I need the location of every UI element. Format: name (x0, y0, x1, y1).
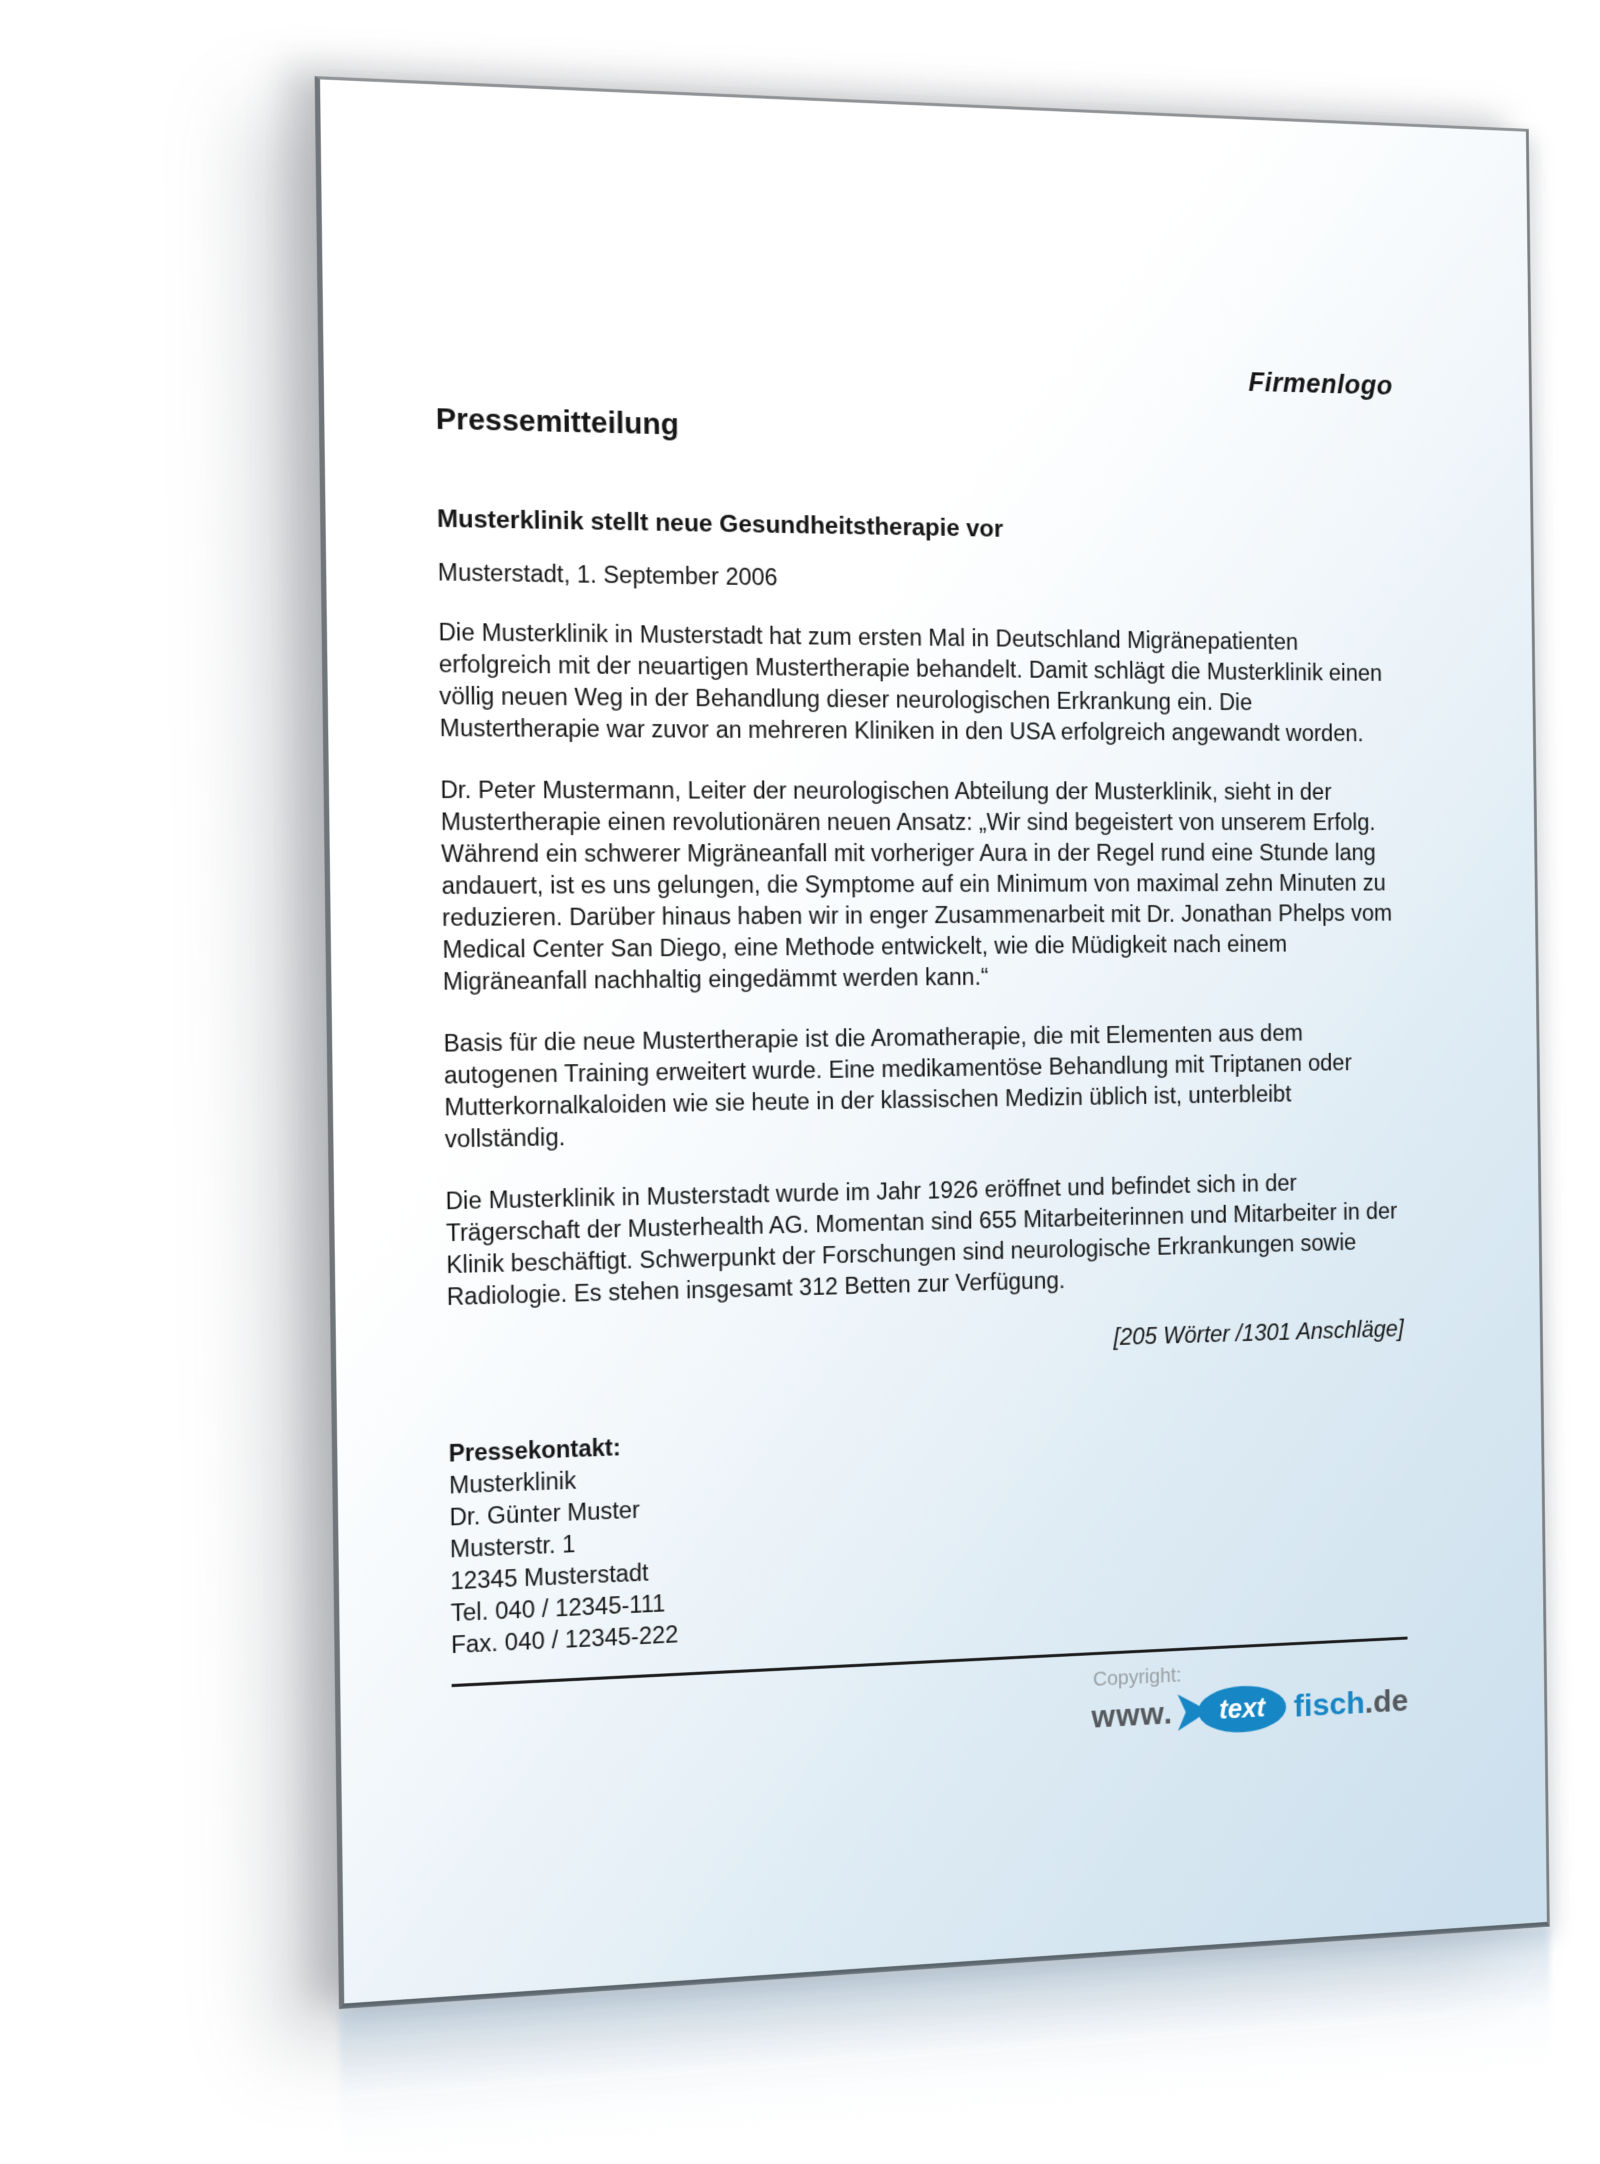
body-paragraph: Basis für die neue Mustertherapie ist die Aromatherapie, die mit Elementen aus dem autogenen Training erweitert wurde. Eine medikamentöse Behandlung mit Triptanen oder Mutterkornalkaloiden wie sie heute in der klassischen Medizin üblich ist, unterbleibt vollständig. (443, 1019, 1352, 1153)
body-paragraph: Dr. Peter Mustermann, Leiter der neurologischen Abteilung der Musterklinik, sieht in der Mustertherapie einen revolutionären neuen Ansatz: „Wir sind begeistert von unserem Erfolg. Während ein schwerer Migräneanfall mit vorheriger Aura in der Regel rund eine Stunde lang andauert, ist es uns gelungen, die Symptome auf ein Minimum von maximal zehn Minuten zu reduzieren. Darüber hinaus haben wir in enger Zusammenarbeit mit Dr. Jonathan Phelps vom Medical Center San Diego, eine Methode entwickelt, wie die Müdigkeit nach einem Migräneanfall nachhaltig eingedämmt werden kann.“ (440, 776, 1393, 995)
word-count-note: [205 Wörter /1301 Anschläge] (1113, 1315, 1404, 1351)
footer-inner (1091, 1653, 1409, 1740)
footer (452, 1653, 1409, 1776)
doc-type-title: Pressemitteilung (435, 403, 680, 442)
contact-line: Musterstr. 1 (449, 1530, 576, 1563)
de-text: .de (1364, 1682, 1409, 1720)
contact-line: Tel. 040 / 12345-111 (450, 1590, 666, 1627)
copyright-label: Copyright: (1092, 1664, 1182, 1691)
company-logo-placeholder: Firmenlogo (1248, 367, 1393, 401)
page-sheet (315, 76, 1550, 2009)
www-text: www. (1091, 1695, 1174, 1735)
body-paragraph: Die Musterklinik in Musterstadt wurde im Jahr 1926 eröffnet und befindet sich in der Trägerschaft der Musterhealth AG. Momentan sind 655 Mitarbeiterinnen und Mitarbeiter in der Klinik beschäftigt. Schwerpunkt der Forschungen sind neurologische Erkrankungen sowie Radiologie. Es stehen insgesamt 312 Betten zur Verfügung. (445, 1169, 1398, 1311)
fish-icon (1198, 1684, 1287, 1735)
contact-line: Fax. 040 / 12345-222 (450, 1620, 679, 1659)
press-contact-block (449, 1404, 1408, 1661)
press-contact-label: Pressekontakt: (448, 1433, 621, 1467)
fish-word: text (1219, 1692, 1266, 1725)
contact-line: 12345 Musterstadt (450, 1559, 649, 1595)
fisch-text: fisch (1293, 1684, 1365, 1724)
body-paragraph: Die Musterklinik in Musterstadt hat zum ersten Mal in Deutschland Migränepatienten erfolgreich mit der neuartigen Mustertherapie behandelt. Damit schlägt die Musterklinik einen völlig neuen Weg in der Behandlung dieser neurologischen Erkrankung ein. Die Mustertherapie war zuvor an mehreren Kliniken in den USA erfolgreich angewandt worden. (438, 618, 1383, 747)
contact-line: Musterklinik (448, 1467, 577, 1499)
contact-line: Dr. Günter Muster (449, 1496, 641, 1531)
document-page (315, 76, 1550, 2009)
dateline: Musterstadt, 1. September 2006 (437, 558, 778, 591)
body-copy (438, 617, 1403, 1314)
headline: Musterklinik stellt neue Gesundheitstherapie vor (436, 505, 1004, 543)
fish-tail-icon (1178, 1693, 1209, 1731)
